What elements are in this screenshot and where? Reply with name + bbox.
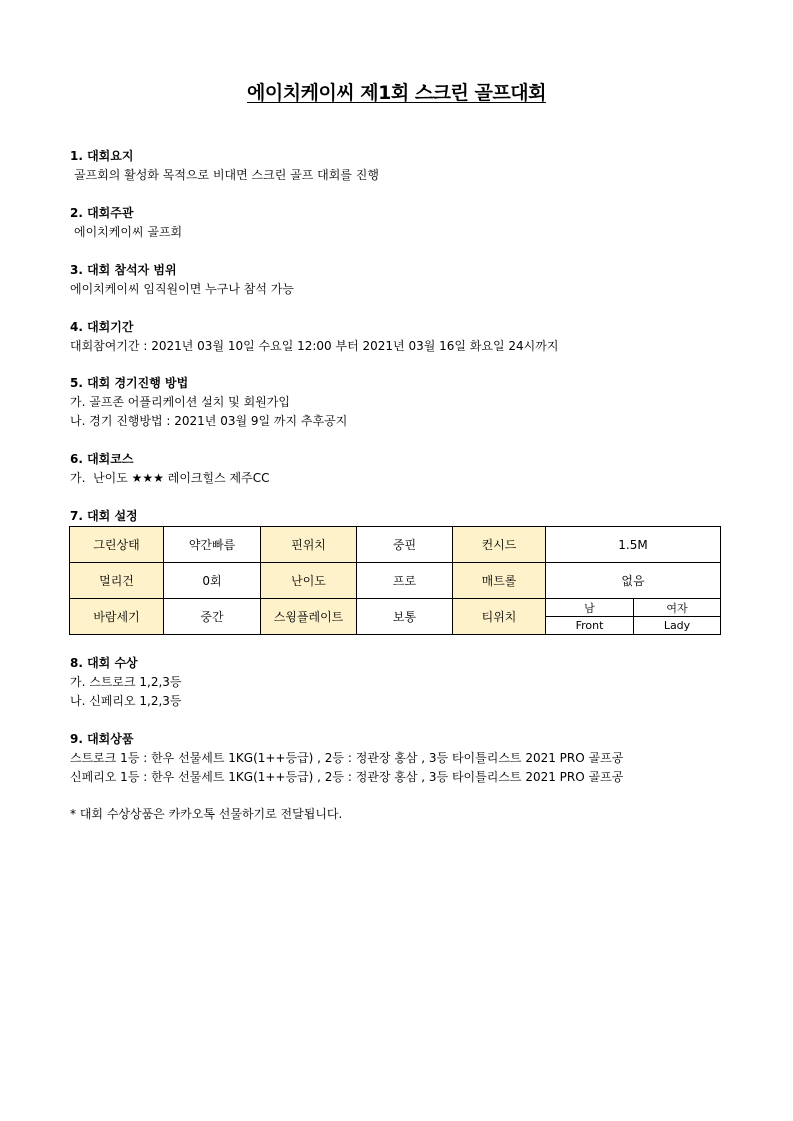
section-organizer	[70, 204, 730, 242]
section-text: 스트로크 1등 : 한우 선물세트 1KG(1++등급) , 2등 : 정관장 홍삼 , 3등 타이틀리스트 2021 PRO 골프공	[70, 751, 624, 765]
section-heading: 5. 대회 경기진행 방법	[70, 376, 189, 390]
section-text: 에이치케이씨 임직원이면 누구나 참석 가능	[70, 282, 294, 296]
table-value-cell: 프로	[357, 563, 453, 599]
section-heading: 6. 대회코스	[70, 452, 134, 466]
section-text: 나. 경기 진행방법 : 2021년 03월 9일 까지 추후공지	[70, 414, 348, 428]
section-text: 가. 스트로크 1,2,3등	[70, 675, 182, 689]
table-value-cell: 1.5M	[546, 527, 721, 563]
section-heading: 3. 대회 참석자 범위	[70, 263, 177, 277]
table-value-cell: 중간	[164, 599, 261, 635]
difficulty-stars-icon: ★★★	[131, 471, 164, 485]
table-value-cell: 약간빠름	[164, 527, 261, 563]
table-label-cell: 컨시드	[453, 527, 546, 563]
section-text: 가. 골프존 어플리케이션 설치 및 회원가입	[70, 395, 290, 409]
tee-men-header: 남	[546, 599, 634, 617]
section-course	[70, 450, 730, 488]
section-text: 신페리오 1등 : 한우 선물세트 1KG(1++등급) , 2등 : 정관장 홍삼 , 3등 타이틀리스트 2021 PRO 골프공	[70, 770, 624, 784]
section-text: 대회참여기간 : 2021년 03월 10일 수요일 12:00 부터 2021년 03월 16일 화요일 24시까지	[70, 339, 559, 353]
table-label-cell: 매트롤	[453, 563, 546, 599]
section-text: 골프회의 활성화 목적으로 비대면 스크린 골프 대회를 진행	[74, 168, 379, 182]
tee-women-header: 여자	[634, 599, 721, 617]
settings-table	[69, 526, 721, 635]
section-prizes	[70, 730, 730, 787]
table-row	[70, 527, 721, 563]
section-text: 에이치케이씨 골프회	[74, 225, 183, 239]
tee-men-value: Front	[546, 617, 634, 635]
table-value-cell: 중핀	[357, 527, 453, 563]
section-heading: 4. 대회기간	[70, 320, 134, 334]
table-label-cell: 바람세기	[70, 599, 164, 635]
section-text	[70, 469, 730, 488]
section-method	[70, 374, 730, 431]
section-heading: 1. 대회요지	[70, 149, 134, 163]
table-label-cell: 스윙플레이트	[261, 599, 357, 635]
table-label-cell: 멀리건	[70, 563, 164, 599]
table-label-cell: 난이도	[261, 563, 357, 599]
table-row	[70, 563, 721, 599]
document-title: 에이치케이씨 제1회 스크린 골프대회	[247, 82, 546, 104]
section-text: 나. 신페리오 1,2,3등	[70, 694, 182, 708]
section-heading: 8. 대회 수상	[70, 656, 138, 670]
table-value-cell: 없음	[546, 563, 721, 599]
tee-women-value: Lady	[634, 617, 721, 635]
table-label-cell: 그린상태	[70, 527, 164, 563]
section-participants	[70, 261, 730, 299]
section-settings	[70, 507, 730, 526]
table-label-cell: 티위치	[453, 599, 546, 635]
table-value-cell: 0회	[164, 563, 261, 599]
table-value-cell: 보통	[357, 599, 453, 635]
section-period	[70, 318, 730, 356]
section-purpose	[70, 147, 730, 185]
delivery-note: * 대회 수상상품은 카카오톡 선물하기로 전달됩니다.	[70, 807, 343, 821]
table-row	[70, 599, 721, 617]
section-awards	[70, 654, 730, 711]
section-heading: 2. 대회주관	[70, 206, 134, 220]
course-prefix: 가. 난이도	[70, 471, 132, 485]
table-label-cell: 핀위치	[261, 527, 357, 563]
section-heading: 9. 대회상품	[70, 732, 134, 746]
section-heading: 7. 대회 설정	[70, 509, 138, 523]
course-name: 레이크힐스 제주CC	[163, 471, 270, 485]
